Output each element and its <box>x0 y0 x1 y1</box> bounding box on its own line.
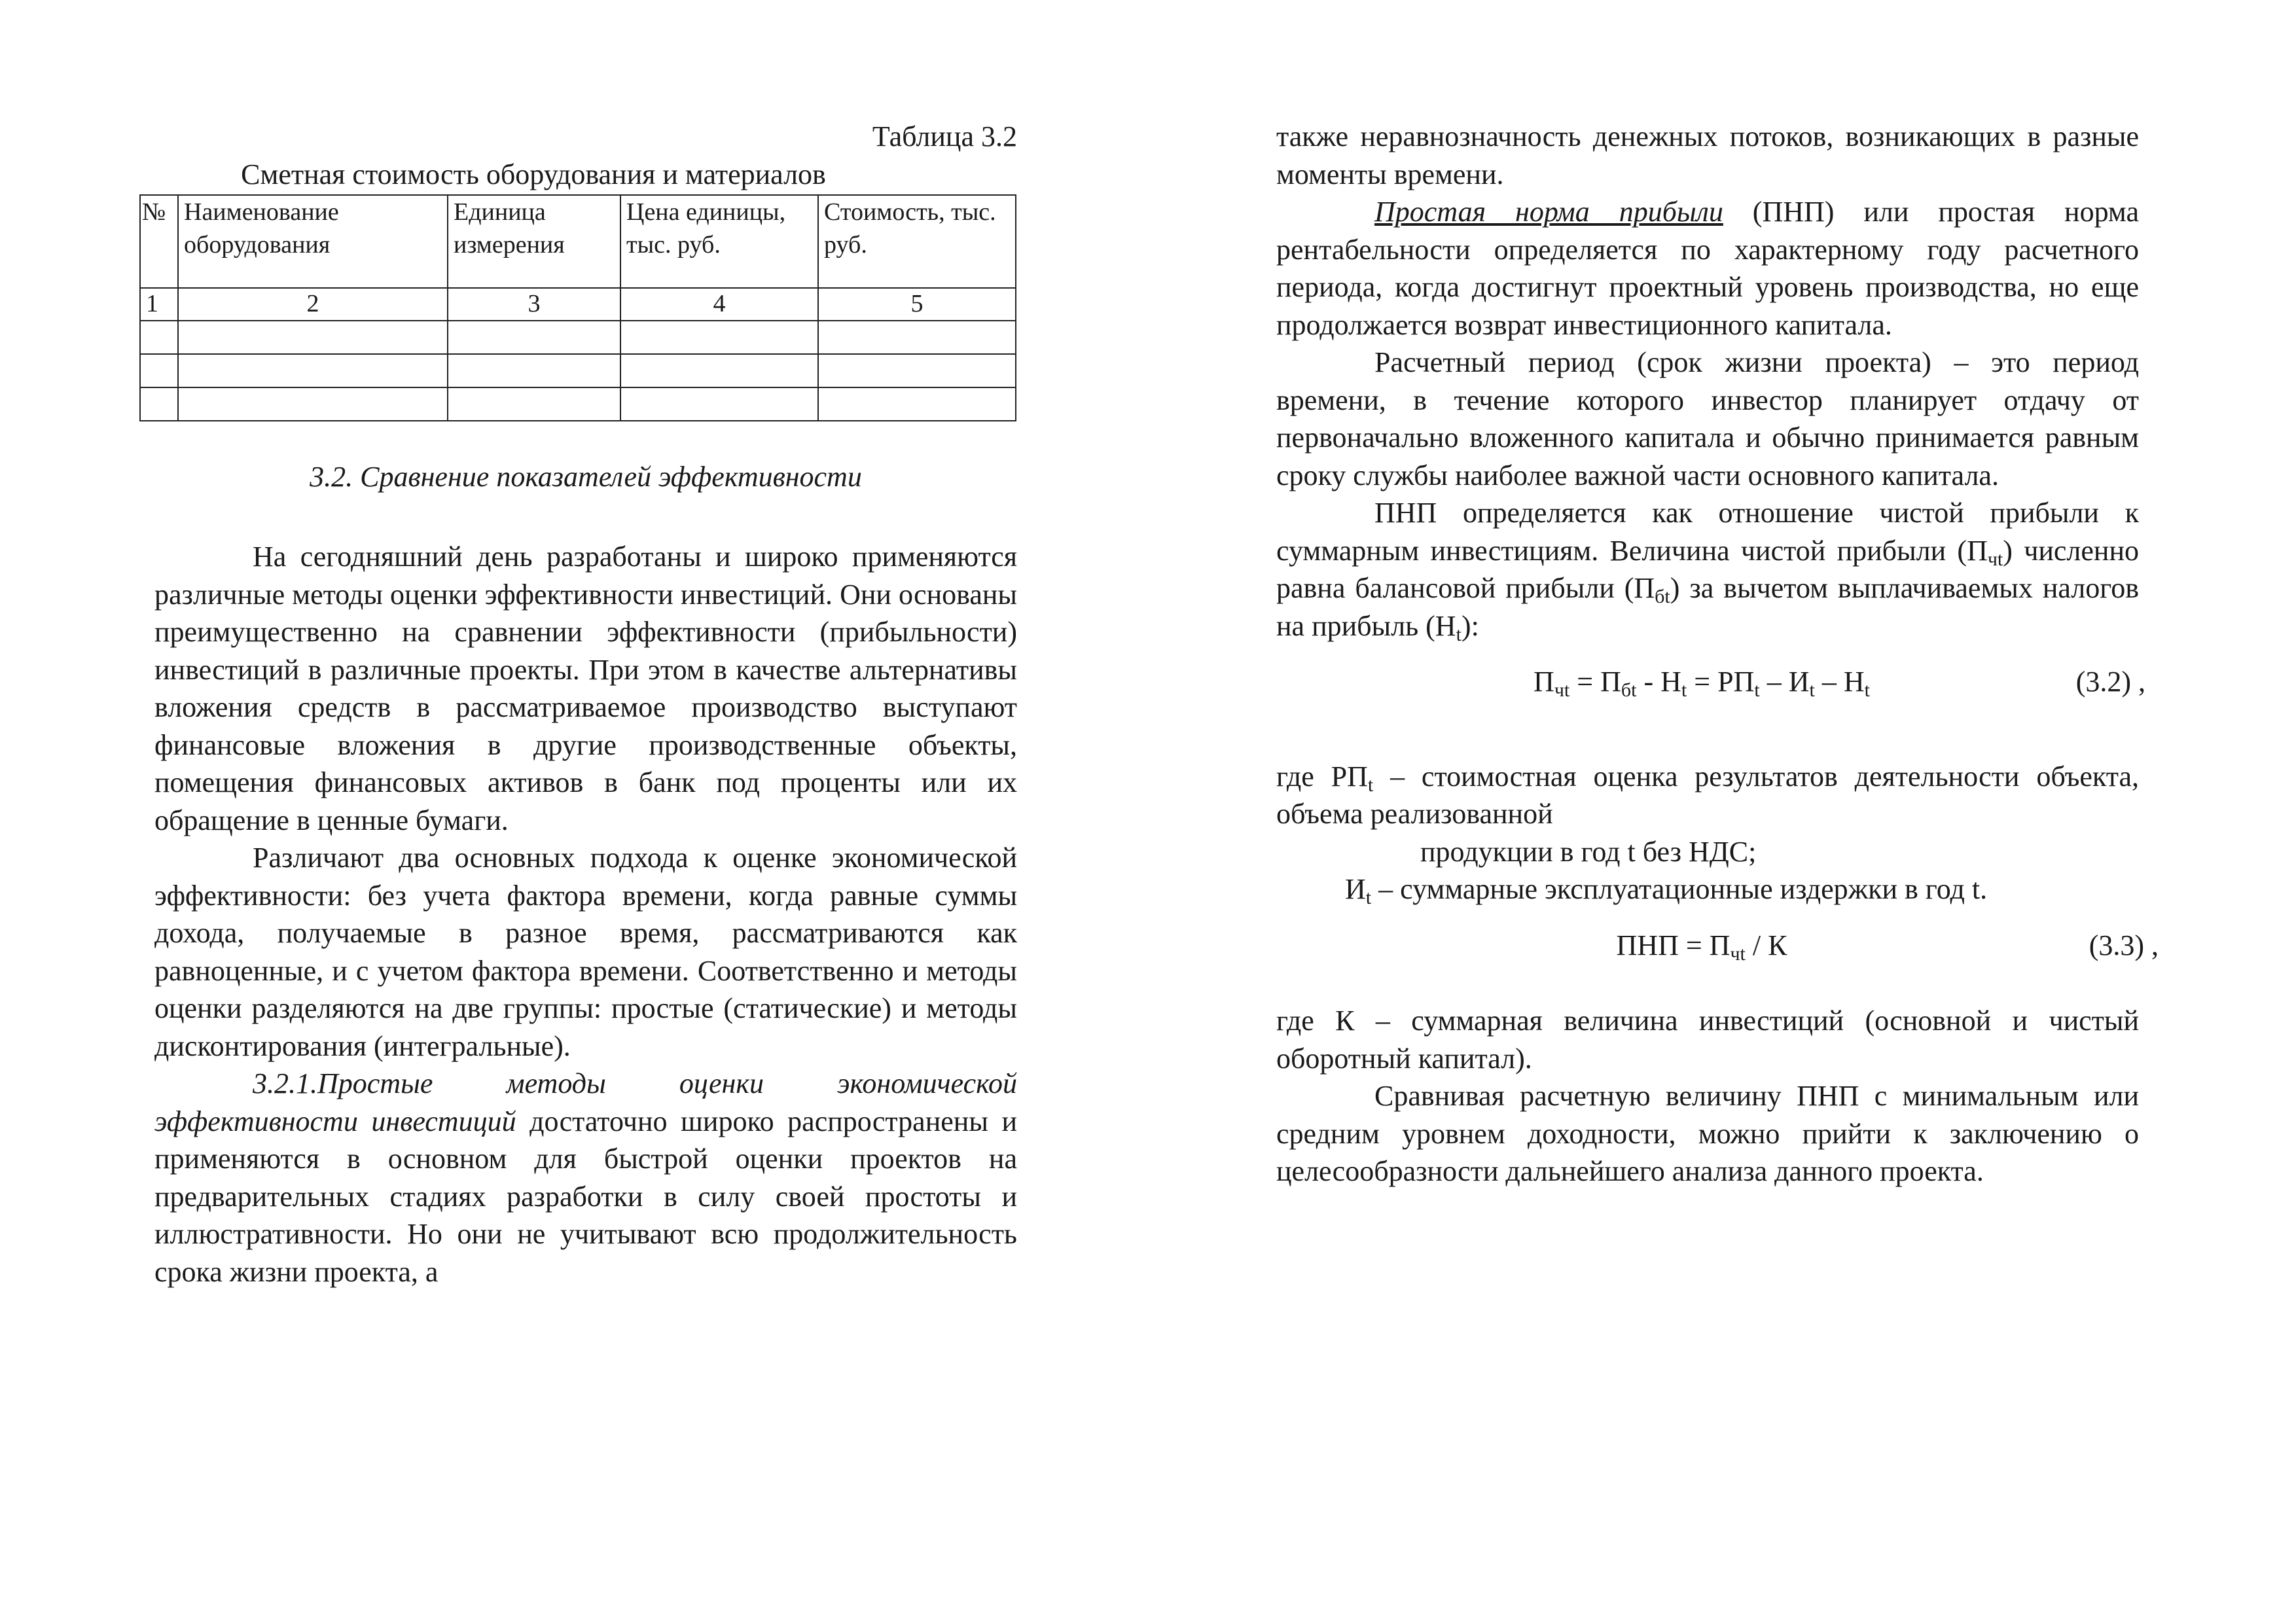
paragraph-text: (ПНП) или простая норма рентабельности определяется по характерному году расчетного периода, когда достигнут проектный уровень производства, но еще продолжается возврат инвестиционного капитала. <box>1276 196 2140 341</box>
formula-expression: ПНП = $П_{чt}$ / К <box>1616 929 1787 965</box>
table-cell: 3 <box>448 288 620 321</box>
table-header-cell: Единица измерения <box>448 195 620 288</box>
paragraph <box>1276 494 2139 645</box>
table-cell: 2 <box>178 288 448 321</box>
left-body <box>154 538 1017 1291</box>
text-run: ) за вычетом выплачиваемых налогов на прибыль (Н <box>1276 572 2139 642</box>
text-run: ) численно равна балансовой прибыли (П <box>1276 534 2139 604</box>
formula-number: (3.3) , <box>2089 929 2159 961</box>
subscript: бt <box>1655 586 1670 607</box>
paragraph: Различают два основных подхода к оценке экономической эффективности: без учета фактора времени, когда равные суммы дохода, получаемые в разное время, рассматриваются как равноценные, и с учетом фактора времени. Соответственно и методы оценки разделяются на две группы: простые (статические) и методы дисконтирования (интегральные). <box>154 842 1017 1062</box>
subsection-title: 3.2.1.Простые методы оценки экономической эффективности инвестиций <box>154 1067 1017 1137</box>
table-title: Сметная стоимость оборудования и материалов <box>241 158 826 190</box>
text-run: где РП <box>1276 760 1368 793</box>
subscript: t <box>1365 887 1372 908</box>
table-header-cell: Цена единицы, тыс. руб. <box>620 195 818 288</box>
subscript: t <box>1367 774 1374 796</box>
paragraph: На сегодняшний день разработаны и широко применяются различные методы оценки эффективности инвестиций. Они основаны преимущественно на сравнении эффективности (прибыльности) инвестиций в различные проекты. При этом в качестве альтернативы вложения средств в рассматриваемое производство выступают финансовые вложения в другие производственные объекты, помещения финансовых активов в банк под проценты или их обращение в ценные бумаги. <box>154 541 1017 836</box>
definition <box>1276 758 2139 833</box>
table-row <box>140 354 1016 387</box>
definition-continuation: продукции в год t без НДС; <box>1420 835 1757 868</box>
text-run: – суммарные эксплуатационные издержки в год t. <box>1371 873 1988 905</box>
table-header-cell: № <box>140 195 178 288</box>
text-run: ): <box>1461 609 1479 642</box>
term-simple-rate: Простая норма прибыли <box>1374 196 1723 228</box>
left-page <box>154 118 1017 193</box>
table-header-cell: Стоимость, тыс. руб. <box>818 195 1016 288</box>
paragraph: также неравнозначность денежных потоков, возникающих в разные моменты времени. <box>1276 120 2139 190</box>
table-cell: 1 <box>140 288 178 321</box>
definition <box>1276 870 2139 908</box>
formula-3-3 <box>1276 927 2159 965</box>
subscript: t <box>1456 623 1462 645</box>
subscript: чt <box>1987 548 2003 570</box>
right-page <box>1276 118 2159 1190</box>
paragraph: Сравнивая расчетную величину ПНП с минимальным или средним уровнем доходности, можно прийти к заключению о целесообразности дальнейшего анализа данного проекта. <box>1276 1080 2139 1187</box>
formula-3-2 <box>1276 663 2145 701</box>
section-title: 3.2. Сравнение показателей эффективности <box>310 461 862 493</box>
text-run: ПНП определяется как отношение чистой прибыли к суммарным инвестициям. Величина чистой прибыли (П <box>1276 497 2139 567</box>
formula-number: (3.2) , <box>2075 666 2145 698</box>
paragraph-text: достаточно широко распространены и применяются в основном для быстрой оценки проектов на предварительных стадиях разработки в силу своей простоты и иллюстративности. Но они не учитывают всю продолжительность срока жизни проекта, а <box>154 1105 1017 1288</box>
table-label: Таблица 3.2 <box>872 120 1017 152</box>
paragraph <box>1276 193 2139 344</box>
table-row <box>140 387 1016 421</box>
table-row <box>140 321 1016 354</box>
table-cell: 5 <box>818 288 1016 321</box>
table-header-cell: Наименование оборудования <box>178 195 448 288</box>
formula-expression: $П_{чt} = П_{бt} - Н_t = РП_t - И_t - Н_t$ <box>1534 666 1870 701</box>
estimate-table <box>139 194 1016 421</box>
text-run: И <box>1345 873 1366 905</box>
table-cell: 4 <box>620 288 818 321</box>
table-header-row <box>140 195 1016 288</box>
paragraph <box>154 1065 1017 1291</box>
text-run: – стоимостная оценка результатов деятельности объекта, объема реализованной <box>1276 760 2139 830</box>
paragraph: Расчетный период (срок жизни проекта) – это период времени, в течение которого инвестор планирует отдачу от первоначально вложенного капитала и обычно принимается равным сроку службы наиболее важной части основного капитала. <box>1276 346 2139 491</box>
definition: где К – суммарная величина инвестиций (основной и чистый оборотный капитал). <box>1276 1005 2139 1075</box>
table-number-row <box>140 288 1016 321</box>
